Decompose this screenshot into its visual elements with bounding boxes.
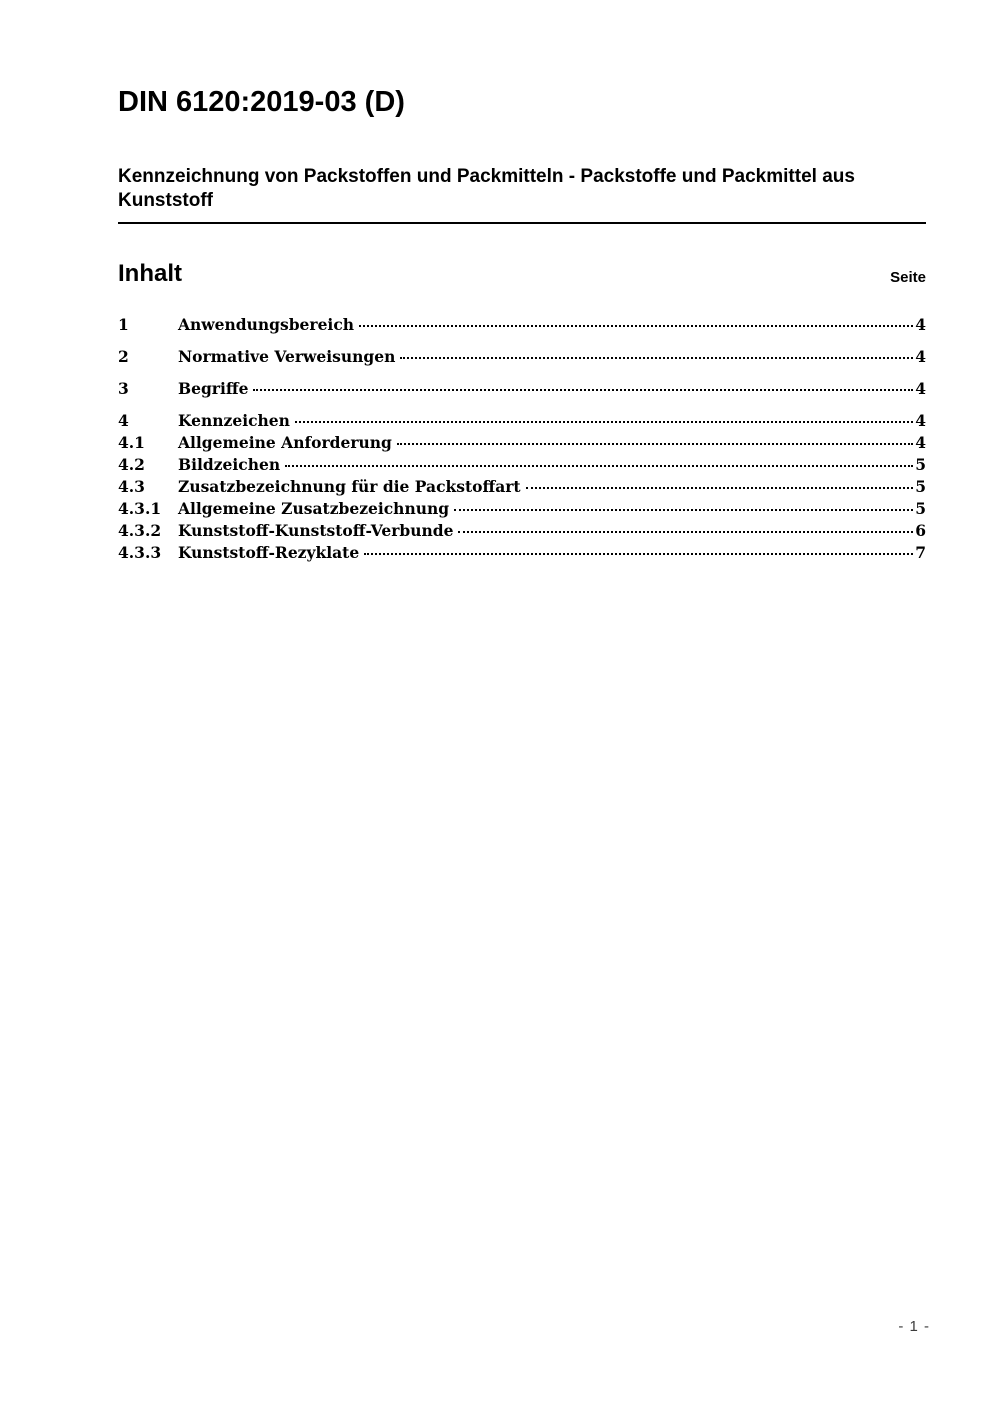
toc-entry-title: Allgemeine Zusatzbezeichnung <box>178 498 450 518</box>
toc-entry-title: Bildzeichen <box>178 454 281 474</box>
toc-entry-title: Zusatzbezeichnung für die Packstoffart <box>178 476 521 496</box>
contents-header-row <box>118 260 926 288</box>
toc-dot-leader <box>454 509 913 511</box>
toc-entry <box>118 346 926 368</box>
toc-dot-leader <box>253 389 913 391</box>
toc-entry-page: 4 <box>915 432 926 452</box>
page-column-label: Seite <box>890 268 926 286</box>
toc-entry-page: 4 <box>915 410 926 430</box>
contents-heading: Inhalt <box>118 259 182 287</box>
toc-entry-title: Normative Verweisungen <box>178 346 396 366</box>
document-title: DIN 6120:2019-03 (D) <box>118 86 405 118</box>
toc-entry-page: 5 <box>915 476 926 496</box>
toc-entry-number: 4.3.2 <box>118 520 162 540</box>
toc-dot-leader <box>285 465 913 467</box>
toc-entry <box>118 520 926 542</box>
toc-entry-number: 4.2 <box>118 454 145 474</box>
toc-entry-page: 6 <box>915 520 926 540</box>
toc-entry-number: 4.3.1 <box>118 498 162 518</box>
toc-entry <box>118 410 926 432</box>
toc-entry-title: Allgemeine Anforderung <box>178 432 392 452</box>
toc-entry <box>118 378 926 400</box>
document-subtitle: Kennzeichnung von Packstoffen und Packmitteln - Packstoffe und Packmittel aus Kunststoff <box>118 165 926 224</box>
toc-entry-title: Anwendungsbereich <box>178 314 355 334</box>
toc-entry <box>118 432 926 454</box>
toc-entry <box>118 314 926 336</box>
toc-dot-leader <box>458 531 913 533</box>
toc-entry <box>118 498 926 520</box>
toc-entry-number: 4.3.3 <box>118 542 162 562</box>
toc-entry-title: Begriffe <box>178 378 249 398</box>
toc-entry-page: 4 <box>915 378 926 398</box>
toc-entry-title: Kennzeichen <box>178 410 290 430</box>
toc-entry <box>118 454 926 476</box>
toc-entry-page: 7 <box>915 542 926 562</box>
toc-dot-leader <box>397 443 913 445</box>
table-of-contents <box>118 314 926 564</box>
toc-entry-page: 4 <box>915 346 926 366</box>
toc-entry-number: 4 <box>118 410 129 430</box>
toc-entry-number: 4.1 <box>118 432 145 452</box>
toc-entry-number: 2 <box>118 346 129 366</box>
toc-entry-number: 3 <box>118 378 129 398</box>
toc-dot-leader <box>526 487 914 489</box>
toc-entry-number: 4.3 <box>118 476 145 496</box>
toc-dot-leader <box>359 325 913 327</box>
footer-page-number: - 1 - <box>898 1318 930 1335</box>
toc-entry-page: 5 <box>915 454 926 474</box>
toc-dot-leader <box>400 357 913 359</box>
toc-entry-page: 4 <box>915 314 926 334</box>
toc-entry-title: Kunststoff-Kunststoff-Verbunde <box>178 520 454 540</box>
toc-entry-title: Kunststoff-Rezyklate <box>178 542 360 562</box>
toc-dot-leader <box>295 421 913 423</box>
toc-dot-leader <box>364 553 913 555</box>
toc-entry <box>118 476 926 498</box>
page-content <box>118 0 926 564</box>
toc-entry <box>118 542 926 564</box>
toc-entry-number: 1 <box>118 314 129 334</box>
toc-entry-page: 5 <box>915 498 926 518</box>
